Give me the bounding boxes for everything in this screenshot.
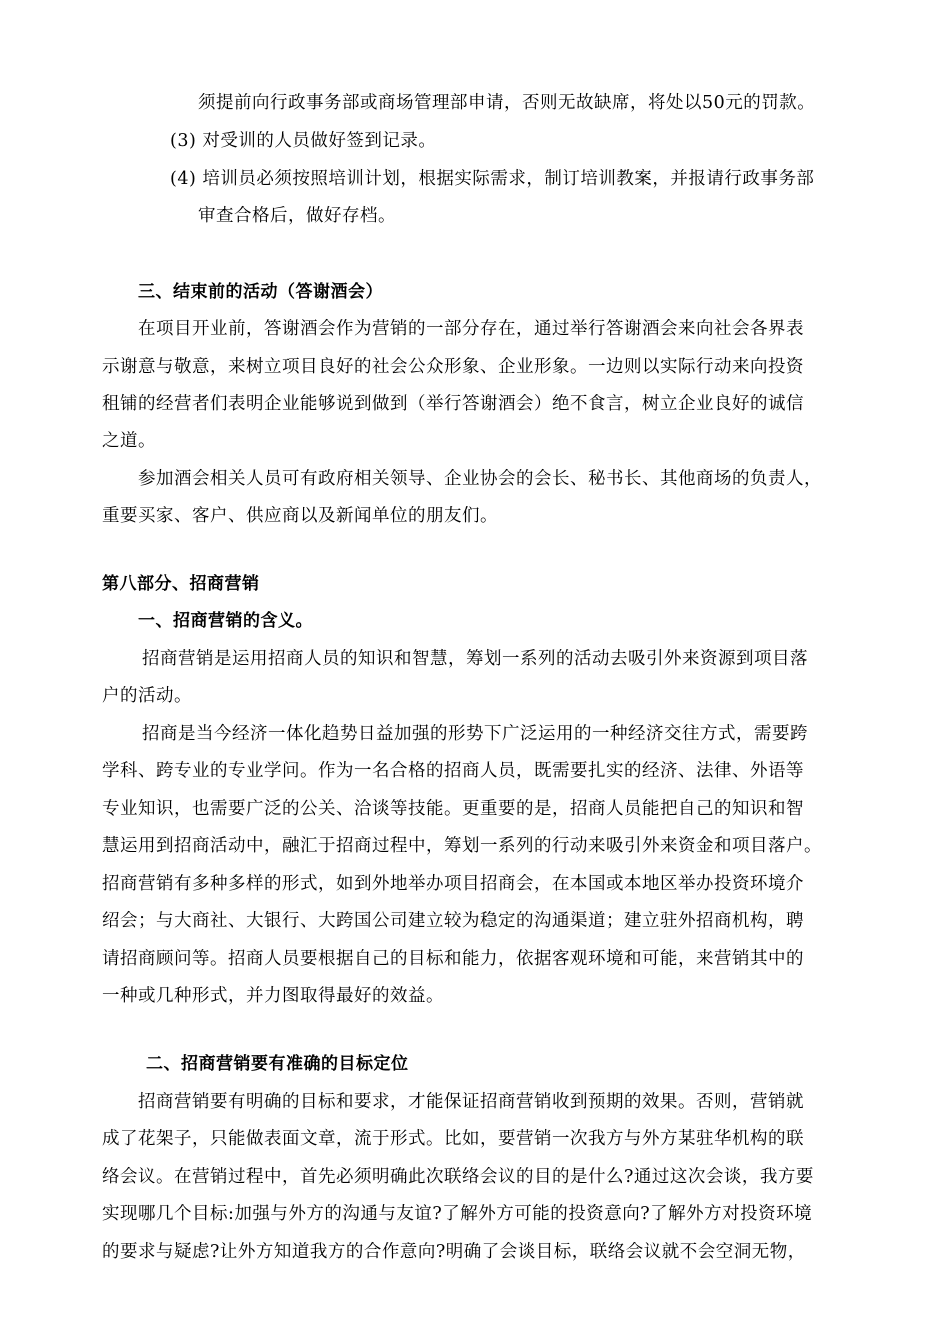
paragraph-line: 重要买家、客户、供应商以及新闻单位的朋友们。 bbox=[102, 506, 498, 526]
section-heading: 二、招商营销要有准确的目标定位 bbox=[146, 1054, 409, 1074]
paragraph-line: 实现哪几个目标:加强与外方的沟通与友谊?了解外方可能的投资意向?了解外方对投资环境 bbox=[102, 1204, 813, 1224]
paragraph-line: 慧运用到招商活动中，融汇于招商过程中，筹划一系列的行动来吸引外来资金和项目落户。 bbox=[102, 836, 822, 856]
paragraph-line: 络会议。在营销过程中，首先必须明确此次联络会议的目的是什么?通过这次会谈，我方要 bbox=[102, 1167, 814, 1187]
section-heading: 一、招商营销的含义。 bbox=[138, 611, 313, 631]
paragraph-line: 绍会；与大商社、大银行、大跨国公司建立较为稳定的沟通渠道；建立驻外招商机构，聘 bbox=[102, 911, 804, 931]
paragraph-line: 请招商顾问等。招商人员要根据自己的目标和能力，依据客观环境和可能，来营销其中的 bbox=[102, 949, 804, 969]
paragraph-line: 示谢意与敬意，来树立项目良好的社会公众形象、企业形象。一边则以实际行动来向投资 bbox=[102, 357, 804, 377]
paragraph-line: 招商营销是运用招商人员的知识和智慧，筹划一系列的活动去吸引外来资源到项目落 bbox=[142, 649, 808, 669]
paragraph-line: 之道。 bbox=[102, 431, 156, 451]
paragraph-line: 租铺的经营者们表明企业能够说到做到（举行答谢酒会）绝不食言，树立企业良好的诚信 bbox=[102, 394, 804, 414]
paragraph-line: 户的活动。 bbox=[102, 686, 192, 706]
paragraph-line: 在项目开业前，答谢酒会作为营销的一部分存在，通过举行答谢酒会来向社会各界表 bbox=[138, 319, 804, 339]
paragraph-line: 一种或几种形式，并力图取得最好的效益。 bbox=[102, 986, 444, 1006]
paragraph-line: 参加酒会相关人员可有政府相关领导、企业协会的会长、秘书长、其他商场的负责人， bbox=[138, 469, 822, 489]
section-heading: 三、结束前的活动（答谢酒会） bbox=[138, 282, 383, 302]
part-heading: 第八部分、招商营销 bbox=[102, 574, 260, 594]
list-item: (3) 对受训的人员做好签到记录。 bbox=[170, 131, 437, 151]
list-item: (4) 培训员必须按照培训计划，根据实际需求，制订培训教案，并报请行政事务部 bbox=[170, 169, 815, 189]
paragraph-line: 招商营销要有明确的目标和要求，才能保证招商营销收到预期的效果。否则，营销就 bbox=[138, 1092, 804, 1112]
paragraph-line: 学科、跨专业的专业学问。作为一名合格的招商人员，既需要扎实的经济、法律、外语等 bbox=[102, 761, 804, 781]
paragraph-line: 专业知识，也需要广泛的公关、洽谈等技能。更重要的是，招商人员能把自己的知识和智 bbox=[102, 799, 804, 819]
paragraph-line: 的要求与疑虑?让外方知道我方的合作意向?明确了会谈目标，联络会议就不会空洞无物， bbox=[102, 1242, 806, 1262]
paragraph-line: 成了花架子，只能做表面文章，流于形式。比如，要营销一次我方与外方某驻华机构的联 bbox=[102, 1129, 804, 1149]
paragraph-line: 审查合格后，做好存档。 bbox=[198, 206, 396, 226]
paragraph-line: 须提前向行政事务部或商场管理部申请，否则无故缺席，将处以50元的罚款。 bbox=[198, 93, 816, 113]
paragraph-line: 招商营销有多种多样的形式，如到外地举办项目招商会，在本国或本地区举办投资环境介 bbox=[102, 874, 804, 894]
paragraph-line: 招商是当今经济一体化趋势日益加强的形势下广泛运用的一种经济交往方式，需要跨 bbox=[142, 724, 808, 744]
